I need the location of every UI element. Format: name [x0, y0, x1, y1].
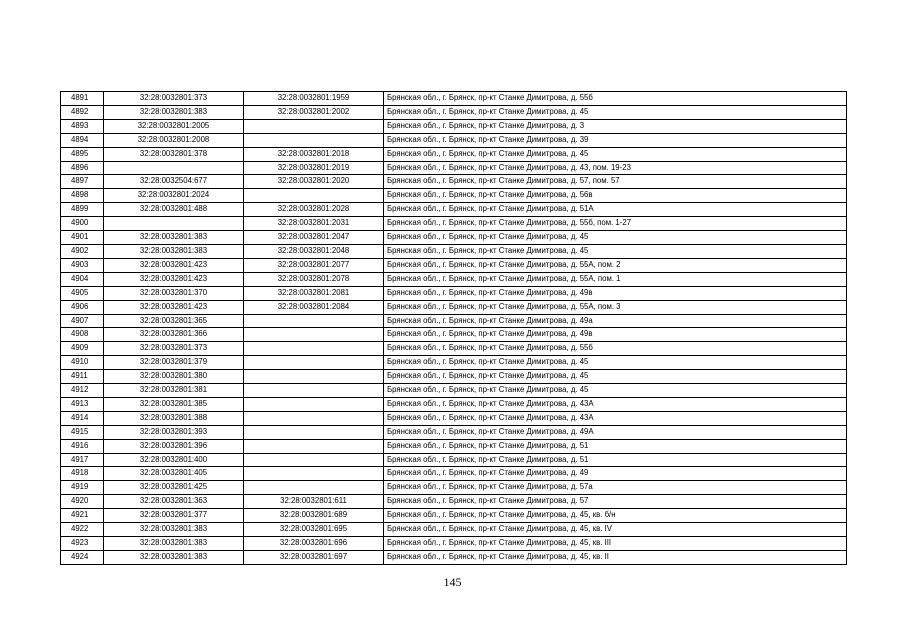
- cadastral-number-cell: 32:28:0032801:393: [104, 425, 244, 439]
- address-cell: Брянская обл., г. Брянск, пр-кт Станке Димитрова, д. 55б: [384, 342, 847, 356]
- record-number-cell: 4891: [61, 92, 104, 106]
- object-cadastral-number-cell: 32:28:0032801:2002: [244, 105, 384, 119]
- address-cell: Брянская обл., г. Брянск, пр-кт Станке Димитрова, д. 45: [384, 384, 847, 398]
- address-cell: Брянская обл., г. Брянск, пр-кт Станке Димитрова, д. 45: [384, 105, 847, 119]
- registry-table-body: [61, 92, 847, 565]
- object-cadastral-number-cell: 32:28:0032801:2048: [244, 244, 384, 258]
- table-row: [61, 92, 847, 106]
- address-cell: Брянская обл., г. Брянск, пр-кт Станке Димитрова, д. 51А: [384, 203, 847, 217]
- address-cell: Брянская обл., г. Брянск, пр-кт Станке Димитрова, д. 55б: [384, 92, 847, 106]
- address-cell: Брянская обл., г. Брянск, пр-кт Станке Димитрова, д. 43А: [384, 411, 847, 425]
- object-cadastral-number-cell: 32:28:0032801:2081: [244, 286, 384, 300]
- table-row: [61, 495, 847, 509]
- record-number-cell: 4919: [61, 481, 104, 495]
- record-number-cell: 4912: [61, 384, 104, 398]
- cadastral-number-cell: 32:28:0032801:370: [104, 286, 244, 300]
- record-number-cell: 4904: [61, 272, 104, 286]
- address-cell: Брянская обл., г. Брянск, пр-кт Станке Димитрова, д. 55А, пом. 1: [384, 272, 847, 286]
- address-cell: Брянская обл., г. Брянск, пр-кт Станке Димитрова, д. 45, кв. б/н: [384, 509, 847, 523]
- table-row: [61, 119, 847, 133]
- cadastral-number-cell: 32:28:0032801:383: [104, 523, 244, 537]
- table-row: [61, 300, 847, 314]
- cadastral-number-cell: [104, 217, 244, 231]
- object-cadastral-number-cell: [244, 384, 384, 398]
- address-cell: Брянская обл., г. Брянск, пр-кт Станке Димитрова, д. 49в: [384, 328, 847, 342]
- table-row: [61, 439, 847, 453]
- table-row: [61, 356, 847, 370]
- address-cell: Брянская обл., г. Брянск, пр-кт Станке Димитрова, д. 56в: [384, 189, 847, 203]
- address-cell: Брянская обл., г. Брянск, пр-кт Станке Димитрова, д. 49а: [384, 314, 847, 328]
- cadastral-number-cell: 32:28:0032801:2024: [104, 189, 244, 203]
- cadastral-number-cell: 32:28:0032801:365: [104, 314, 244, 328]
- page-number: 145: [443, 575, 462, 589]
- cadastral-number-cell: 32:28:0032801:383: [104, 244, 244, 258]
- object-cadastral-number-cell: [244, 133, 384, 147]
- record-number-cell: 4922: [61, 523, 104, 537]
- record-number-cell: 4898: [61, 189, 104, 203]
- table-row: [61, 481, 847, 495]
- table-row: [61, 328, 847, 342]
- object-cadastral-number-cell: [244, 481, 384, 495]
- cadastral-number-cell: 32:28:0032801:488: [104, 203, 244, 217]
- object-cadastral-number-cell: 32:28:0032801:695: [244, 523, 384, 537]
- record-number-cell: 4923: [61, 537, 104, 551]
- table-row: [61, 286, 847, 300]
- object-cadastral-number-cell: 32:28:0032801:2031: [244, 217, 384, 231]
- table-row: [61, 161, 847, 175]
- address-cell: Брянская обл., г. Брянск, пр-кт Станке Димитрова, д. 45, кв. IV: [384, 523, 847, 537]
- cadastral-number-cell: 32:28:0032801:380: [104, 370, 244, 384]
- cadastral-number-cell: 32:28:0032504:677: [104, 175, 244, 189]
- address-cell: Брянская обл., г. Брянск, пр-кт Станке Димитрова, д. 57, пом. 57: [384, 175, 847, 189]
- object-cadastral-number-cell: [244, 356, 384, 370]
- cadastral-number-cell: 32:28:0032801:423: [104, 258, 244, 272]
- record-number-cell: 4918: [61, 467, 104, 481]
- object-cadastral-number-cell: 32:28:0032801:2084: [244, 300, 384, 314]
- record-number-cell: 4911: [61, 370, 104, 384]
- object-cadastral-number-cell: 32:28:0032801:2019: [244, 161, 384, 175]
- record-number-cell: 4892: [61, 105, 104, 119]
- cadastral-number-cell: 32:28:0032801:377: [104, 509, 244, 523]
- cadastral-number-cell: 32:28:0032801:383: [104, 231, 244, 245]
- cadastral-number-cell: 32:28:0032801:363: [104, 495, 244, 509]
- table-row: [61, 244, 847, 258]
- record-number-cell: 4900: [61, 217, 104, 231]
- object-cadastral-number-cell: 32:28:0032801:696: [244, 537, 384, 551]
- record-number-cell: 4907: [61, 314, 104, 328]
- object-cadastral-number-cell: 32:28:0032801:611: [244, 495, 384, 509]
- object-cadastral-number-cell: [244, 425, 384, 439]
- address-cell: Брянская обл., г. Брянск, пр-кт Станке Димитрова, д. 57а: [384, 481, 847, 495]
- address-cell: Брянская обл., г. Брянск, пр-кт Станке Димитрова, д. 57: [384, 495, 847, 509]
- object-cadastral-number-cell: [244, 342, 384, 356]
- record-number-cell: 4916: [61, 439, 104, 453]
- table-row: [61, 467, 847, 481]
- address-cell: Брянская обл., г. Брянск, пр-кт Станке Димитрова, д. 45: [384, 147, 847, 161]
- object-cadastral-number-cell: 32:28:0032801:2020: [244, 175, 384, 189]
- address-cell: Брянская обл., г. Брянск, пр-кт Станке Димитрова, д. 51: [384, 453, 847, 467]
- object-cadastral-number-cell: 32:28:0032801:2018: [244, 147, 384, 161]
- table-row: [61, 425, 847, 439]
- record-number-cell: 4901: [61, 231, 104, 245]
- table-row: [61, 258, 847, 272]
- cadastral-number-cell: 32:28:0032801:379: [104, 356, 244, 370]
- address-cell: Брянская обл., г. Брянск, пр-кт Станке Димитрова, д. 45, кв. III: [384, 537, 847, 551]
- cadastral-number-cell: 32:28:0032801:405: [104, 467, 244, 481]
- cadastral-number-cell: 32:28:0032801:425: [104, 481, 244, 495]
- table-row: [61, 203, 847, 217]
- address-cell: Брянская обл., г. Брянск, пр-кт Станке Димитрова, д. 45: [384, 244, 847, 258]
- cadastral-number-cell: 32:28:0032801:373: [104, 342, 244, 356]
- address-cell: Брянская обл., г. Брянск, пр-кт Станке Димитрова, д. 51: [384, 439, 847, 453]
- record-number-cell: 4913: [61, 397, 104, 411]
- object-cadastral-number-cell: 32:28:0032801:2047: [244, 231, 384, 245]
- table-row: [61, 175, 847, 189]
- object-cadastral-number-cell: [244, 314, 384, 328]
- table-row: [61, 189, 847, 203]
- address-cell: Брянская обл., г. Брянск, пр-кт Станке Димитрова, д. 43, пом. 19-23: [384, 161, 847, 175]
- object-cadastral-number-cell: 32:28:0032801:2028: [244, 203, 384, 217]
- address-cell: Брянская обл., г. Брянск, пр-кт Станке Димитрова, д. 55А, пом. 3: [384, 300, 847, 314]
- table-row: [61, 342, 847, 356]
- table-row: [61, 133, 847, 147]
- address-cell: Брянская обл., г. Брянск, пр-кт Станке Димитрова, д. 45: [384, 370, 847, 384]
- cadastral-number-cell: 32:28:0032801:366: [104, 328, 244, 342]
- cadastral-number-cell: 32:28:0032801:385: [104, 397, 244, 411]
- record-number-cell: 4905: [61, 286, 104, 300]
- address-cell: Брянская обл., г. Брянск, пр-кт Станке Димитрова, д. 49А: [384, 425, 847, 439]
- cadastral-number-cell: 32:28:0032801:388: [104, 411, 244, 425]
- record-number-cell: 4903: [61, 258, 104, 272]
- record-number-cell: 4906: [61, 300, 104, 314]
- record-number-cell: 4920: [61, 495, 104, 509]
- record-number-cell: 4899: [61, 203, 104, 217]
- object-cadastral-number-cell: [244, 453, 384, 467]
- object-cadastral-number-cell: 32:28:0032801:697: [244, 550, 384, 564]
- table-row: [61, 105, 847, 119]
- table-row: [61, 550, 847, 564]
- address-cell: Брянская обл., г. Брянск, пр-кт Станке Димитрова, д. 49в: [384, 286, 847, 300]
- record-number-cell: 4917: [61, 453, 104, 467]
- cadastral-number-cell: 32:28:0032801:381: [104, 384, 244, 398]
- cadastral-number-cell: [104, 161, 244, 175]
- cadastral-number-cell: 32:28:0032801:396: [104, 439, 244, 453]
- cadastral-number-cell: 32:28:0032801:2008: [104, 133, 244, 147]
- record-number-cell: 4897: [61, 175, 104, 189]
- table-row: [61, 384, 847, 398]
- object-cadastral-number-cell: [244, 370, 384, 384]
- record-number-cell: 4894: [61, 133, 104, 147]
- record-number-cell: 4908: [61, 328, 104, 342]
- address-cell: Брянская обл., г. Брянск, пр-кт Станке Димитрова, д. 55А, пом. 2: [384, 258, 847, 272]
- object-cadastral-number-cell: [244, 411, 384, 425]
- object-cadastral-number-cell: [244, 189, 384, 203]
- cadastral-number-cell: 32:28:0032801:383: [104, 105, 244, 119]
- address-cell: Брянская обл., г. Брянск, пр-кт Станке Димитрова, д. 39: [384, 133, 847, 147]
- object-cadastral-number-cell: [244, 119, 384, 133]
- address-cell: Брянская обл., г. Брянск, пр-кт Станке Димитрова, д. 3: [384, 119, 847, 133]
- table-row: [61, 397, 847, 411]
- address-cell: Брянская обл., г. Брянск, пр-кт Станке Димитрова, д. 45: [384, 231, 847, 245]
- address-cell: Брянская обл., г. Брянск, пр-кт Станке Димитрова, д. 45: [384, 356, 847, 370]
- object-cadastral-number-cell: 32:28:0032801:1959: [244, 92, 384, 106]
- record-number-cell: 4921: [61, 509, 104, 523]
- object-cadastral-number-cell: [244, 439, 384, 453]
- record-number-cell: 4909: [61, 342, 104, 356]
- record-number-cell: 4910: [61, 356, 104, 370]
- registry-table: [60, 91, 847, 565]
- object-cadastral-number-cell: [244, 328, 384, 342]
- cadastral-number-cell: 32:28:0032801:378: [104, 147, 244, 161]
- object-cadastral-number-cell: 32:28:0032801:2078: [244, 272, 384, 286]
- table-row: [61, 272, 847, 286]
- cadastral-number-cell: 32:28:0032801:2005: [104, 119, 244, 133]
- object-cadastral-number-cell: [244, 397, 384, 411]
- address-cell: Брянская обл., г. Брянск, пр-кт Станке Димитрова, д. 55б, пом. 1-27: [384, 217, 847, 231]
- table-row: [61, 537, 847, 551]
- object-cadastral-number-cell: [244, 467, 384, 481]
- table-row: [61, 509, 847, 523]
- table-row: [61, 147, 847, 161]
- cadastral-number-cell: 32:28:0032801:383: [104, 537, 244, 551]
- cadastral-number-cell: 32:28:0032801:423: [104, 300, 244, 314]
- record-number-cell: 4924: [61, 550, 104, 564]
- cadastral-number-cell: 32:28:0032801:400: [104, 453, 244, 467]
- table-row: [61, 370, 847, 384]
- table-row: [61, 231, 847, 245]
- object-cadastral-number-cell: 32:28:0032801:689: [244, 509, 384, 523]
- table-row: [61, 314, 847, 328]
- address-cell: Брянская обл., г. Брянск, пр-кт Станке Димитрова, д. 45, кв. II: [384, 550, 847, 564]
- cadastral-number-cell: 32:28:0032801:373: [104, 92, 244, 106]
- table-row: [61, 453, 847, 467]
- record-number-cell: 4902: [61, 244, 104, 258]
- table-row: [61, 523, 847, 537]
- table-row: [61, 411, 847, 425]
- cadastral-number-cell: 32:28:0032801:383: [104, 550, 244, 564]
- record-number-cell: 4895: [61, 147, 104, 161]
- record-number-cell: 4914: [61, 411, 104, 425]
- record-number-cell: 4893: [61, 119, 104, 133]
- address-cell: Брянская обл., г. Брянск, пр-кт Станке Димитрова, д. 43А: [384, 397, 847, 411]
- record-number-cell: 4896: [61, 161, 104, 175]
- record-number-cell: 4915: [61, 425, 104, 439]
- table-row: [61, 217, 847, 231]
- address-cell: Брянская обл., г. Брянск, пр-кт Станке Димитрова, д. 49: [384, 467, 847, 481]
- cadastral-number-cell: 32:28:0032801:423: [104, 272, 244, 286]
- object-cadastral-number-cell: 32:28:0032801:2077: [244, 258, 384, 272]
